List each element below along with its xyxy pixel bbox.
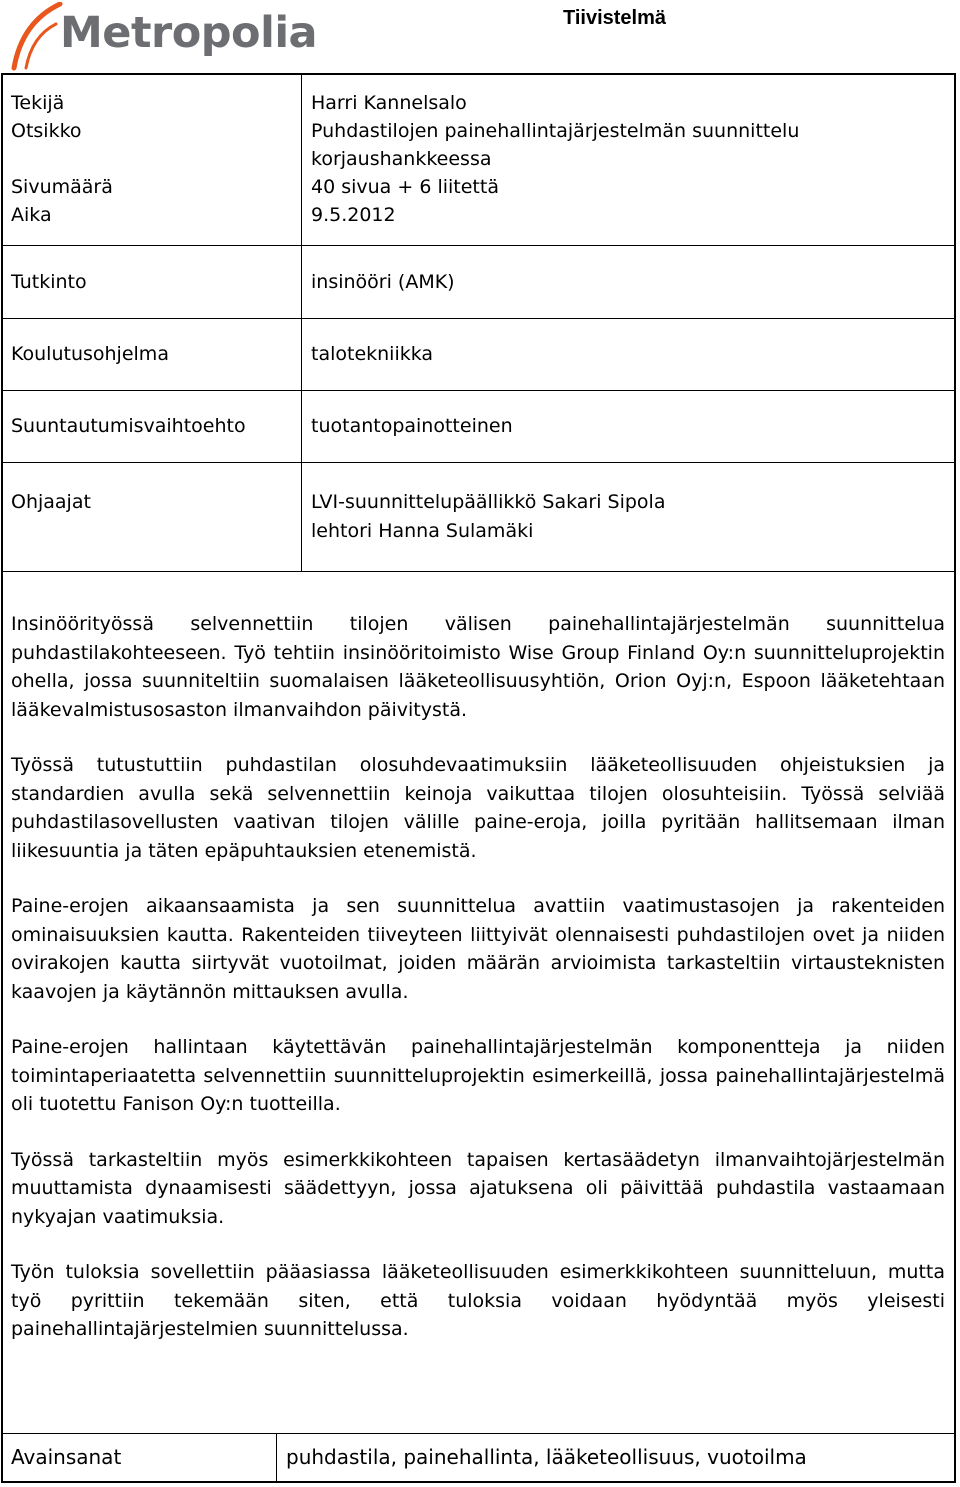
value-keywords: puhdastila, painehallinta, lääketeollisuus, vuotoilma: [286, 1445, 807, 1469]
abstract-paragraph: Työn tuloksia sovellettiin pääasiassa lääketeollisuuden esimerkkikohteen suunnitteluun, mutta työ pyrittiin tekemään siten, että tuloksia voidaan hyödyntää myös yleisesti painehallintajärjestelmien suunnittelussa.: [11, 1261, 945, 1340]
value-degree-programme: talotekniikka: [311, 343, 434, 365]
logo-wordmark: Metropolia: [60, 8, 318, 58]
row-divider: [3, 318, 956, 319]
column-divider: [301, 75, 302, 571]
row-divider: [3, 571, 956, 572]
label-specialisation: Suuntautumisvaihtoehto: [11, 415, 246, 437]
label-supervisors: Ohjaajat: [11, 491, 91, 513]
value-author: Harri Kannelsalo: [311, 92, 467, 114]
metropolia-logo: [8, 2, 318, 72]
row-divider: [3, 245, 956, 246]
label-date: Aika: [11, 204, 52, 226]
document-type-title: Tiivistelmä: [563, 7, 667, 29]
label-degree: Tutkinto: [11, 271, 87, 293]
row-divider: [3, 390, 956, 391]
value-page-count: 40 sivua + 6 liitettä: [311, 176, 499, 198]
label-author: Tekijä: [11, 92, 65, 114]
value-degree: insinööri (AMK): [311, 271, 455, 293]
abstract-paragraph: Paine-erojen aikaansaamista ja sen suunnittelua avattiin vaatimustasojen ja rakenteiden ominaisuuksien kautta. Rakenteiden tiiveyteen liittyivät olennaisesti puhdastilojen ovet ja niiden ovirakojen kautta siirtyvät vuotoilmat, joiden määrän arvioimista tarkasteltiin virtausteknisten kaavojen ja käytännön mittauksen avulla.: [11, 895, 945, 1003]
keywords-divider: [3, 1433, 956, 1434]
value-specialisation: tuotantopainotteinen: [311, 415, 513, 437]
abstract-paragraph: Työssä tarkasteltiin myös esimerkkikohteen tapaisen kertasäädetyn ilmanvaihtojärjestelmän muuttamista dynaamisesti säädettyyn, jossa ajatuksena oli päivittää puhdastila vastaamaan nykyajan vaatimuksia.: [11, 1148, 945, 1228]
label-degree-programme: Koulutusohjelma: [11, 343, 169, 365]
value-date: 9.5.2012: [311, 204, 396, 226]
metropolia-logo-mark: [8, 2, 68, 72]
value-supervisor-1: LVI-suunnittelupäällikkö Sakari Sipola: [311, 491, 666, 513]
keywords-column-divider: [276, 1433, 277, 1483]
label-title: Otsikko: [11, 120, 82, 142]
abstract-paragraph: Paine-erojen hallintaan käytettävän painehallintajärjestelmän komponentteja ja niiden toimintaperiaatetta selvennettiin suunnitteluprojektin esimerkeillä, jossa painehallintajärjestelmä oli tuotettu Fanison Oy:n tuotteilla.: [11, 1036, 945, 1115]
label-page-count: Sivumäärä: [11, 176, 113, 198]
value-supervisor-2: lehtori Hanna Sulamäki: [311, 520, 534, 542]
abstract-body: [11, 610, 945, 1371]
row-divider: [3, 462, 956, 463]
value-title: Puhdastilojen painehallintajärjestelmän suunnittelu: [311, 120, 800, 142]
abstract-paragraph: Insinöörityössä selvennettiin tilojen välisen painehallintajärjestelmän suunnittelua puhdastilakohteeseen. Työ tehtiin insinööritoimisto Wise Group Finland Oy:n suunnitteluprojektin ohella, jossa suunniteltiin suomalaisen lääketeollisuusyhtiön, Orion Oyj:n, Espoon lääketehtaan lääkevalmistusosaston ilmanvaihdon päivitystä.: [11, 613, 945, 721]
abstract-paragraph: Työssä tutustuttiin puhdastilan olosuhdevaatimuksiin lääketeollisuuden ohjeistuksien ja standardien avulla sekä selvennettiin keinoja vaikuttaa tilojen olosuhteisiin. Työssä selviää puhdastilasovellusten vaativan tilojen välille paine-eroja, joilla pyritään hallitsemaan ilman liikesuuntia ja täten epäpuhtauksien etenemistä.: [11, 754, 945, 862]
value-title-line2: korjaushankkeessa: [311, 148, 492, 170]
label-keywords: Avainsanat: [11, 1445, 122, 1469]
